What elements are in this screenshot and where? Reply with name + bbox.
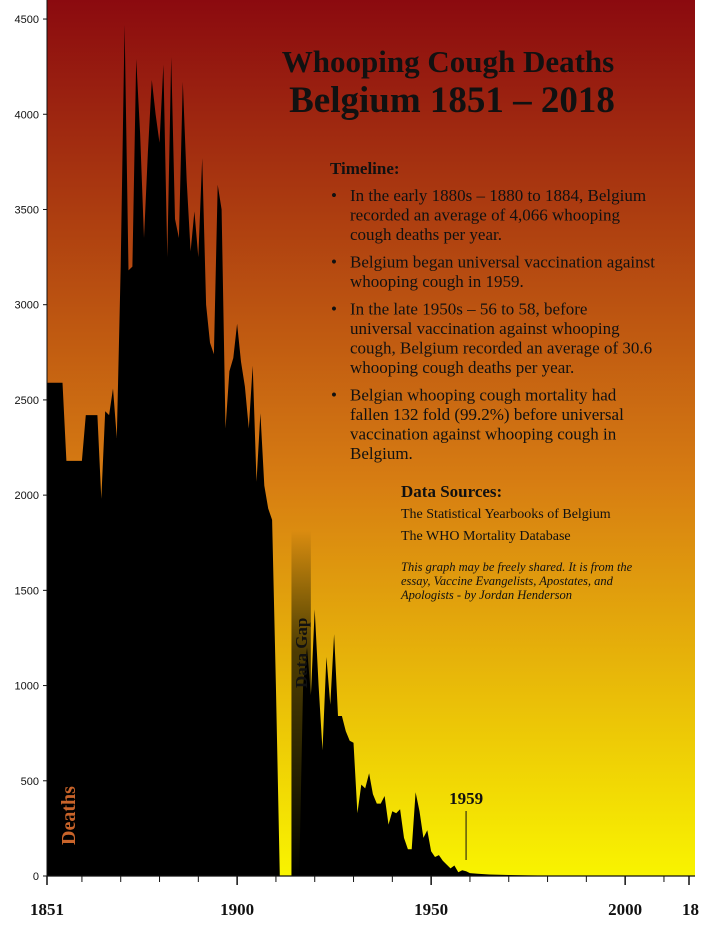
chart-subtitle: Belgium 1851 – 2018 — [289, 80, 615, 121]
bullet-marker: • — [331, 252, 337, 272]
y-tick-label: 4500 — [14, 14, 39, 27]
timeline-bullet-line: cough deaths per year. — [350, 225, 502, 244]
timeline-bullet-line: fallen 132 fold (99.2%) before universal — [350, 405, 624, 424]
timeline-heading: Timeline: — [330, 159, 400, 178]
y-tick-label: 3000 — [14, 299, 39, 312]
bullet-marker: • — [331, 385, 337, 405]
data-gap-label: Data Gap — [292, 617, 312, 688]
timeline-bullet-line: whooping cough in 1959. — [350, 272, 524, 291]
y-tick-label: 1500 — [14, 585, 39, 598]
timeline-bullet-line: vaccination against whooping cough in — [350, 424, 617, 444]
share-note-line: Apologists - by Jordan Henderson — [401, 588, 573, 602]
y-tick-label: 4000 — [14, 109, 39, 122]
bullet-marker: • — [331, 186, 337, 205]
x-ticks — [30, 876, 699, 919]
chart-title: Whooping Cough Deaths — [281, 44, 615, 79]
timeline-bullet-line: cough, Belgium recorded an average of 30.6 — [350, 338, 653, 358]
y-tick-label: 0 — [32, 871, 39, 883]
timeline-bullet-line: whooping cough deaths per year. — [350, 358, 575, 377]
sources-heading: Data Sources: — [401, 482, 503, 501]
bullet-marker: • — [331, 299, 337, 319]
x-tick-label: 2000 — [608, 900, 643, 919]
share-note-line: essay, Vaccine Evangelists, Apostates, and — [401, 574, 613, 588]
x-tick-label: 18 — [682, 900, 699, 919]
timeline-bullet-line: In the late 1950s – 56 to 58, before — [350, 299, 588, 319]
source-item: The Statistical Yearbooks of Belgium — [401, 507, 611, 522]
timeline-bullet-line: Belgium began universal vaccination against — [350, 252, 655, 272]
y-ticks — [15, 14, 47, 883]
source-item: The WHO Mortality Database — [401, 529, 571, 544]
timeline-bullet-line: recorded an average of 4,066 whooping — [350, 205, 621, 225]
y-tick-label: 2000 — [14, 490, 39, 503]
timeline-bullet-line: In the early 1880s – 1880 to 1884, Belgium — [350, 186, 647, 205]
y-tick-label: 500 — [20, 775, 39, 788]
y-tick-label: 2500 — [14, 394, 39, 407]
y-axis-label: Deaths — [58, 786, 80, 845]
y-tick-label: 1000 — [14, 680, 39, 693]
vaccination-year-label: 1959 — [449, 789, 484, 808]
timeline-bullet-line: Belgium. — [350, 444, 413, 463]
x-tick-label: 1950 — [414, 900, 449, 919]
timeline-bullet-line: universal vaccination against whooping — [350, 319, 620, 338]
timeline-bullet-line: Belgian whooping cough mortality had — [350, 385, 617, 405]
share-note-line: This graph may be freely shared. It is from the — [401, 560, 633, 574]
x-tick-label: 1900 — [220, 900, 255, 919]
x-tick-label: 1851 — [30, 900, 64, 919]
y-tick-label: 3500 — [14, 204, 39, 217]
